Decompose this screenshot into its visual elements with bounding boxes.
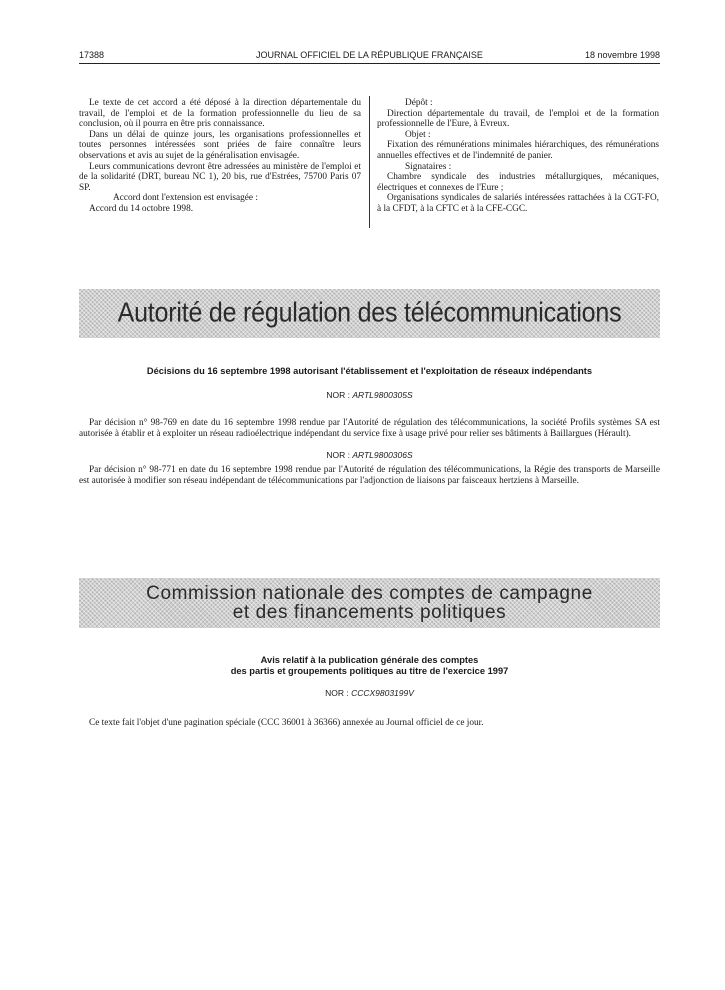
nor-reference bbox=[79, 688, 660, 698]
paragraph: Leurs communications devront être adressées au ministère de l'emploi et de la solidarité (DRT, bureau NC 1), 20 bis, rue d'Estrées, 75700 Paris 07 SP. bbox=[79, 161, 361, 193]
nor-code: ARTL9800305S bbox=[352, 390, 413, 400]
page-header bbox=[79, 50, 660, 64]
paragraph: Accord du 14 octobre 1998. bbox=[89, 203, 194, 214]
objet-text: Fixation des rémunérations minimales hiérarchiques, des rémunérations annuelles effectives et de l'indemnité de panier. bbox=[377, 140, 659, 161]
paragraph: Accord dont l'extension est envisagée : bbox=[113, 193, 258, 204]
left-column bbox=[79, 98, 361, 215]
objet-label: Objet : bbox=[405, 129, 431, 140]
column-separator bbox=[369, 96, 370, 228]
decision-paragraph: Par décision n° 98-769 en date du 16 septembre 1998 rendue par l'Autorité de régulation des télécommunications, la société Profils systèmes SA est autorisée à établir et à exploiter un réseau radioélectrique indépendant du service fixe à usage privé pour relier ses bâtiments à Baillargues (Hérault). bbox=[79, 418, 660, 439]
right-column bbox=[377, 98, 659, 215]
banner-title-line2: et des financements politiques bbox=[232, 602, 507, 623]
page-number: 17388 bbox=[79, 50, 105, 60]
nor-reference bbox=[79, 450, 660, 460]
section-title-line1: Avis relatif à la publication générale des comptes bbox=[260, 655, 479, 665]
notice-paragraph: Ce texte fait l'objet d'une pagination spéciale (CCC 36001 à 36366) annexée au Journal officiel de ce jour. bbox=[89, 718, 484, 728]
section-title-line2: des partis et groupements politiques au titre de l'exercice 1997 bbox=[230, 666, 509, 676]
section-title: Décisions du 16 septembre 1998 autorisant l'établissement et l'exploitation de réseaux indépendants bbox=[146, 366, 593, 376]
section-banner-cnccfp bbox=[79, 578, 660, 628]
journal-title: JOURNAL OFFICIEL DE LA RÉPUBLIQUE FRANÇAISE bbox=[256, 50, 483, 60]
nor-label: NOR : bbox=[326, 450, 350, 460]
nor-label: NOR : bbox=[326, 390, 350, 400]
header-rule bbox=[79, 63, 660, 64]
signataires-2: Organisations syndicales de salariés intéressées rattachées à la CGT-FO, à la CFDT, à la CFTC et à la CFE-CGC. bbox=[377, 193, 659, 214]
nor-code: CCCX9803199V bbox=[351, 688, 414, 698]
section-banner-arcep bbox=[79, 289, 660, 338]
signataires-label: Signataires : bbox=[405, 161, 452, 172]
depot-label: Dépôt : bbox=[405, 98, 433, 108]
banner-title: Autorité de régulation des télécommunications bbox=[117, 297, 622, 329]
nor-label: NOR : bbox=[325, 688, 349, 698]
banner-title-line1: Commission nationale des comptes de campagne bbox=[146, 583, 593, 604]
nor-reference bbox=[79, 390, 660, 400]
issue-date: 18 novembre 1998 bbox=[584, 50, 660, 60]
paragraph: Le texte de cet accord a été déposé à la direction départementale du travail, de l'emploi et de la formation professionnelle du lieu de sa conclusion, où il pourra en être pris connaissance. bbox=[79, 98, 361, 130]
decision-paragraph: Par décision n° 98-771 en date du 16 septembre 1998 rendue par l'Autorité de régulation des télécommunications, la Régie des transports de Marseille est autorisée à modifier son réseau indépendant de télécommunications par l'adjonction de liaisons par faisceaux hertziens à Marseille. bbox=[79, 465, 660, 486]
paragraph: Dans un délai de quinze jours, les organisations professionnelles et toutes personnes intéressées sont priées de faire connaître leurs observations et avis au sujet de la généralisation envisagée. bbox=[79, 129, 361, 161]
nor-code: ARTL9800306S bbox=[352, 450, 413, 460]
signataires-1: Chambre syndicale des industries métallurgiques, mécaniques, électriques et connexes de l'Eure ; bbox=[377, 172, 659, 193]
depot-text: Direction départementale du travail, de l'emploi et de la formation professionnelle de l'Eure, à Evreux. bbox=[377, 108, 659, 130]
